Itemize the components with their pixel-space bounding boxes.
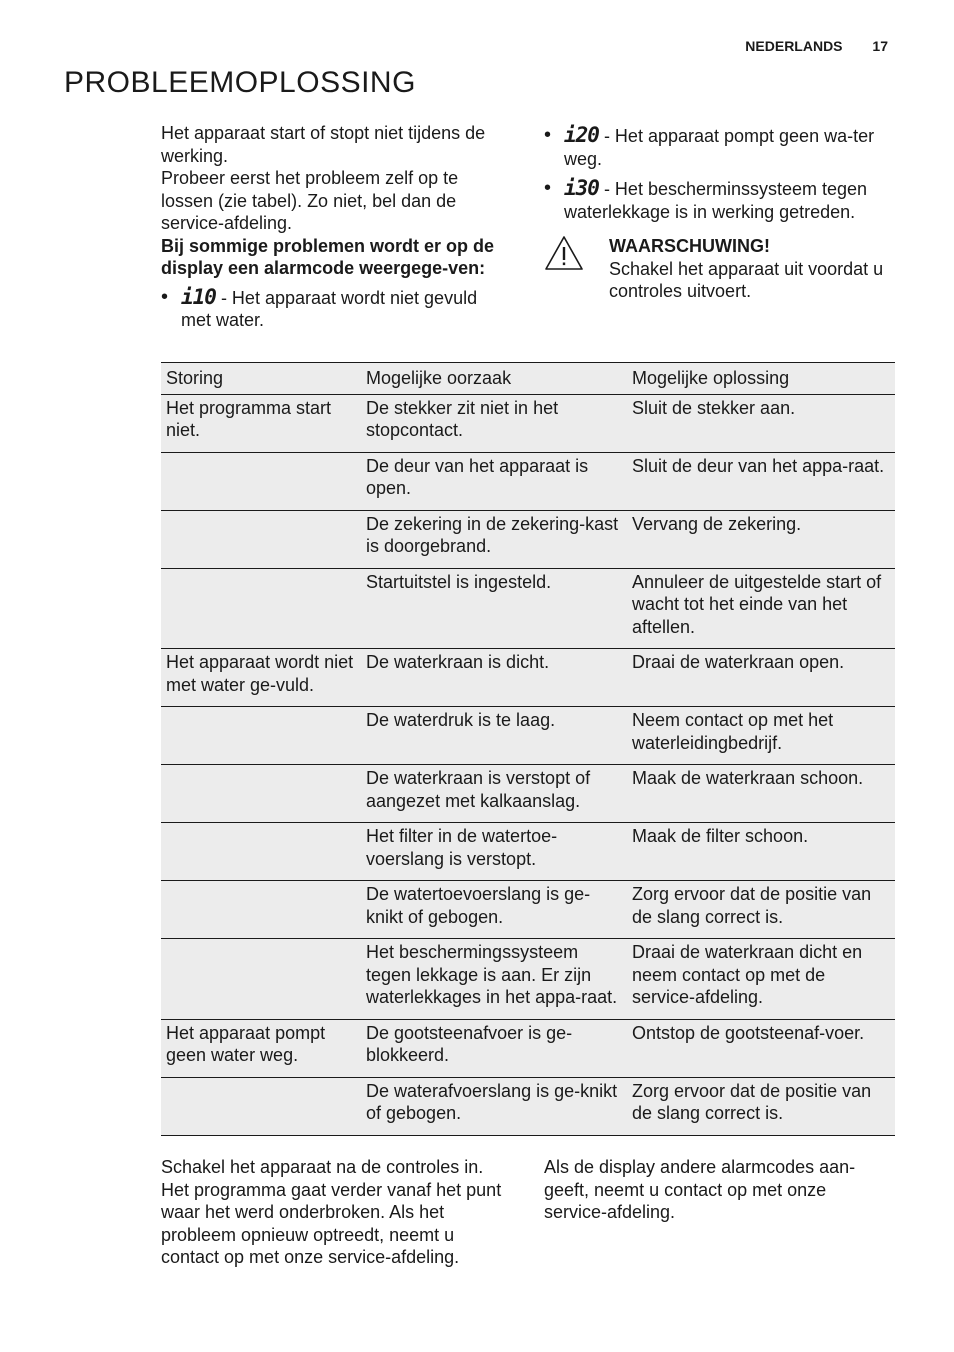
cell-oorzaak: De waterafvoerslang is ge-knikt of gebogen. (361, 1077, 627, 1135)
table-row (161, 649, 895, 707)
cell-storing: Het programma start niet. (161, 394, 361, 452)
cell-storing (161, 1077, 361, 1135)
warning-text: Schakel het apparaat uit voordat u controles uitvoert. (609, 258, 884, 301)
cell-oorzaak: De waterdruk is te laag. (361, 707, 627, 765)
footer-note-right: Als de display andere alarmcodes aan-geeft, neemt u contact op met onze service-afdeling. (544, 1157, 856, 1222)
cell-oplossing: Maak de filter schoon. (627, 823, 895, 881)
alarm-code-list-right (544, 124, 894, 223)
section-title: PROBLEEMOPLOSSING (64, 66, 416, 99)
table-row (161, 452, 895, 510)
column-header-oplossing: Mogelijke oplossing (627, 363, 895, 395)
cell-oplossing: Draai de waterkraan open. (627, 649, 895, 707)
table-row (161, 510, 895, 568)
cell-oorzaak: De waterkraan is verstopt of aangezet met kalkaanslag. (361, 765, 627, 823)
cell-storing (161, 823, 361, 881)
intro-paragraph-1: Het apparaat start of stopt niet tijdens de werking. (161, 123, 486, 166)
alarm-code: i10 (181, 284, 216, 309)
table-row (161, 1019, 895, 1077)
cell-oplossing: Zorg ervoor dat de positie van de slang correct is. (627, 881, 895, 939)
cell-oplossing: Zorg ervoor dat de positie van de slang correct is. (627, 1077, 895, 1135)
cell-oplossing: Draai de waterkraan dicht en neem contact op met de service-afdeling. (627, 939, 895, 1020)
alarm-code: i30 (564, 176, 599, 200)
cell-storing: Het apparaat pompt geen water weg. (161, 1019, 361, 1077)
cell-storing (161, 707, 361, 765)
cell-oorzaak: De zekering in de zekering-kast is doorgebrand. (361, 510, 627, 568)
cell-oplossing: Sluit de deur van het appa-raat. (627, 452, 895, 510)
cell-storing (161, 765, 361, 823)
right-column (544, 124, 894, 303)
cell-oplossing: Sluit de stekker aan. (627, 394, 895, 452)
table-row (161, 1077, 895, 1135)
alarm-code-text: - Het bescherminssysteem tegen waterlekkage is in werking getreden. (564, 179, 868, 222)
cell-storing: Het apparaat wordt niet met water ge-vuld. (161, 649, 361, 707)
warning-triangle-icon (544, 235, 584, 271)
cell-oorzaak: Het filter in de watertoe-voerslang is verstopt. (361, 823, 627, 881)
warning-title: WAARSCHUWING! (609, 236, 770, 256)
alarm-code-text: - Het apparaat wordt niet gevuld met water. (181, 287, 478, 330)
cell-oorzaak: De waterkraan is dicht. (361, 649, 627, 707)
cell-storing (161, 452, 361, 510)
cell-storing (161, 510, 361, 568)
intro-column (161, 122, 511, 332)
troubleshooting-table (161, 362, 895, 1136)
cell-oorzaak: De watertoevoerslang is ge-knikt of gebogen. (361, 881, 627, 939)
alarm-code-item (161, 286, 511, 332)
table-row (161, 394, 895, 452)
page-number: 17 (872, 38, 888, 54)
cell-oplossing: Vervang de zekering. (627, 510, 895, 568)
cell-storing (161, 568, 361, 649)
column-header-storing: Storing (161, 363, 361, 395)
warning-box (544, 235, 894, 303)
alarm-code: i20 (564, 123, 599, 147)
table-row (161, 823, 895, 881)
table-row (161, 939, 895, 1020)
intro-paragraph-alarm: Bij sommige problemen wordt er op de display een alarmcode weergege-ven: (161, 235, 495, 278)
alarm-code-item (544, 124, 894, 170)
cell-oorzaak: De stekker zit niet in het stopcontact. (361, 394, 627, 452)
table-row (161, 707, 895, 765)
cell-oorzaak: Startuitstel is ingesteld. (361, 568, 627, 649)
column-header-oorzaak: Mogelijke oorzaak (361, 363, 627, 395)
table-row (161, 765, 895, 823)
footer-note-left: Schakel het apparaat na de controles in. Het programma gaat verder vanaf het punt waar het werd onderbroken. Als het probleem opnieuw optreedt, neemt u contact op met onze service-afdeling. (161, 1157, 502, 1267)
alarm-code-item (544, 177, 894, 223)
intro-paragraph-2: Probeer eerst het probleem zelf op te lossen (zie tabel). Zo niet, bel dan de service-afdeling. (161, 168, 459, 233)
cell-oorzaak: Het beschermingssysteem tegen lekkage is aan. Er zijn waterlekkages in het appa-raat. (361, 939, 627, 1020)
cell-oplossing: Maak de waterkraan schoon. (627, 765, 895, 823)
header-language: NEDERLANDS (745, 38, 843, 54)
cell-oplossing: Annuleer de uitgestelde start of wacht tot het einde van het aftellen. (627, 568, 895, 649)
cell-oplossing: Neem contact op met het waterleidingbedrijf. (627, 707, 895, 765)
table-header-row (161, 363, 895, 395)
table-row (161, 881, 895, 939)
page-header (745, 38, 888, 54)
cell-oorzaak: De deur van het apparaat is open. (361, 452, 627, 510)
cell-oplossing: Ontstop de gootsteenaf-voer. (627, 1019, 895, 1077)
cell-storing (161, 939, 361, 1020)
cell-oorzaak: De gootsteenafvoer is ge-blokkeerd. (361, 1019, 627, 1077)
table-row (161, 568, 895, 649)
cell-storing (161, 881, 361, 939)
alarm-code-list-left (161, 286, 511, 332)
alarm-code-text: - Het apparaat pompt geen wa-ter weg. (564, 126, 875, 169)
